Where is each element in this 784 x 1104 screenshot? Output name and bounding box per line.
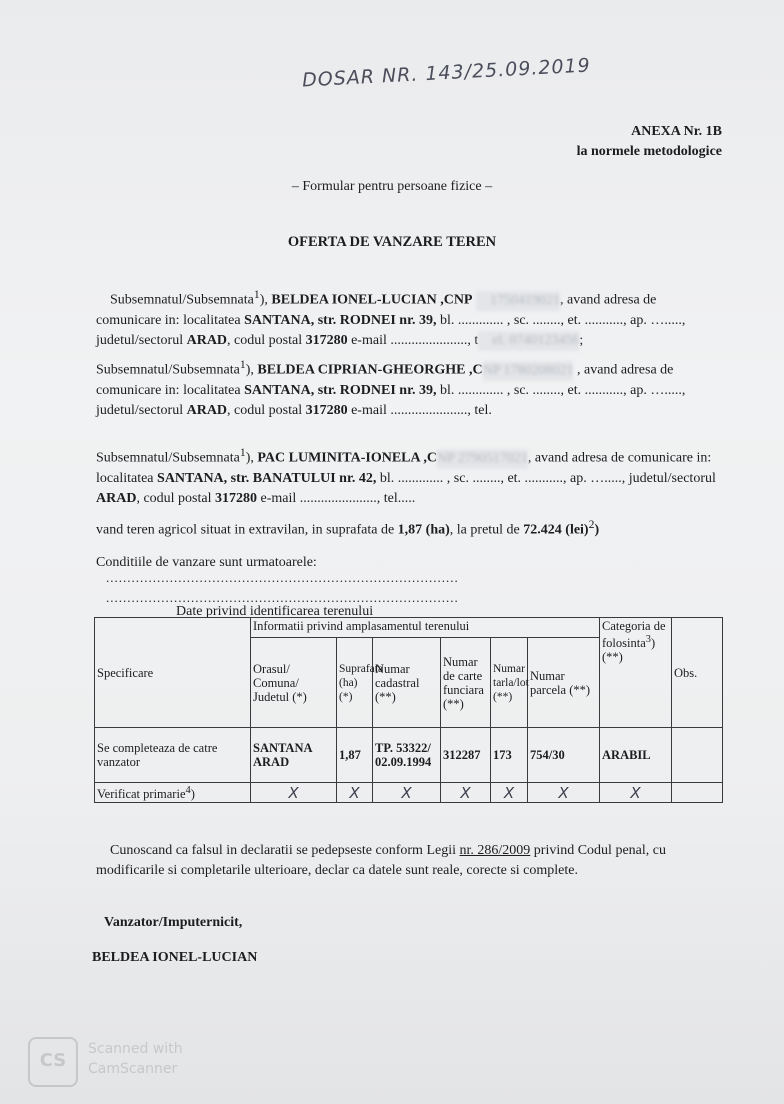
declaration: Cunoscand ca falsul in declaratii se pedepseste conform Legii nr. 286/2009 privind Codul penal, cu modificarile si completarile ulterioare, declar ca datele sunt reale, corecte si complete. — [96, 843, 666, 878]
signature-name: BELDEA IONEL-LUCIAN — [92, 950, 258, 965]
header-obs: Obs. — [672, 618, 723, 728]
sale-statement: vand teren agricol situat in extravilan, in suprafata de 1,87 (ha), la pretul de 72.424 (lei)$^2$) — [96, 518, 600, 538]
law-reference: nr. 286/2009 — [459, 843, 531, 858]
seller-1-name: BELDEA IONEL-LUCIAN ,CNP — [271, 292, 473, 308]
annex-subtitle: la normele metodologice — [576, 144, 722, 159]
conditions-label: Conditiile de vanzare sunt urmatoarele: — [96, 555, 317, 570]
handwritten-file-number: DOSAR NR. 143/25.09.2019 — [301, 54, 592, 92]
seller-2-name: BELDEA CIPRIAN-GHEORGHE ,C — [257, 362, 483, 378]
cell-area: 1,87 — [337, 728, 373, 783]
seller-3-name: PAC LUMINITA-IONELA ,C — [257, 450, 437, 466]
cell-city: SANTANA ARAD — [251, 728, 337, 783]
cell-plot: 173 — [491, 728, 528, 783]
header-cadastral: Numar cadastral (**) — [373, 638, 441, 728]
seller-paragraph-2: Subsemnatul/Subsemnata$^1$), BELDEA CIPRIAN-GHEORGHE ,CNP 1780208021 , avand adresa de comunicare in: localitatea SANTANA, str. RODNEI nr. 39, bl. ............. , sc. ........, et. ..........., ap. …....., judetul/sectorul ARAD, codul postal 317280 e-mail ......................, tel. — [96, 358, 686, 418]
header-specificare: Specificare — [95, 618, 251, 728]
watermark-line-1: Scanned with — [88, 1041, 183, 1057]
seller-paragraph-1: Subsemnatul/Subsemnata$^1$), BELDEA IONEL-LUCIAN ,CNP 1750419021, avand adresa de comunicare in: localitatea SANTANA, str. RODNEI nr. 39, bl. ............. , sc. ........, et. ..........., ap. …....., judetul/sectorul ARAD, codul postal 317280 e-mail ......................, t el. 0740123456; — [96, 285, 724, 351]
camscanner-logo-icon: CS — [28, 1037, 78, 1087]
signature-label: Vanzator/Imputernicit, — [104, 915, 243, 930]
check-mark: X — [600, 783, 672, 803]
check-mark: X — [441, 783, 491, 803]
watermark-line-2: CamScanner — [88, 1061, 178, 1077]
cell-cadastral: TP. 53322/ 02.09.1994 — [373, 728, 441, 783]
header-city: Orasul/ Comuna/ Judetul (*) — [251, 638, 337, 728]
header-land-book: Numar de carte funciara (**) — [441, 638, 491, 728]
empty-cell — [672, 783, 723, 803]
camscanner-watermark — [28, 1037, 218, 1087]
cell-category: ARABIL — [600, 728, 672, 783]
check-mark: X — [528, 783, 600, 803]
check-mark: X — [491, 783, 528, 803]
land-identification-table — [94, 617, 723, 803]
row-seller-label: Se completeaza de catre vanzator — [95, 728, 251, 783]
redacted-cnp-1: 1750419021 — [476, 291, 560, 311]
check-mark: X — [337, 783, 373, 803]
check-mark: X — [373, 783, 441, 803]
annex-number: ANEXA Nr. 1B — [631, 124, 722, 139]
header-plot: Numar tarla/lot (**) — [491, 638, 528, 728]
land-price: 72.424 (lei) — [523, 522, 589, 538]
document-title: OFERTA DE VANZARE TEREN — [287, 234, 497, 250]
conditions-line-1: ................................................................................... — [106, 570, 459, 585]
header-category: Categoria de folosinta$^3$) (**) — [600, 618, 672, 728]
redacted-cnp-2: NP 1780208021 — [483, 361, 574, 381]
redacted-cnp-3: NP 2790517021 — [437, 449, 528, 469]
cell-land-book: 312287 — [441, 728, 491, 783]
table-caption: Date privind identificarea terenului — [176, 604, 374, 619]
header-location-group: Informatii privind amplasamentul terenului — [251, 618, 600, 638]
annex-header — [577, 122, 722, 162]
conditions-line-2: ................................................................................... — [106, 590, 459, 605]
cell-parcel: 754/30 — [528, 728, 600, 783]
redacted-phone-1: el. 0740123456 — [478, 331, 579, 351]
land-area: 1,87 (ha) — [397, 522, 450, 538]
form-type: – Formular pentru persoane fizice – — [291, 179, 493, 194]
header-parcel: Numar parcela (**) — [528, 638, 600, 728]
cell-obs — [672, 728, 723, 783]
row-town-hall-label: Verificat primarie$^4$) — [95, 783, 251, 803]
header-area: Suprafata (ha) (*) — [337, 638, 373, 728]
check-mark: X — [251, 783, 337, 803]
seller-paragraph-3: Subsemnatul/Subsemnata$^1$), PAC LUMINITA-IONELA ,CNP 2790517021, avand adresa de comunicare in: localitatea SANTANA, str. BANATULUI nr. 42, bl. ............. , sc. ........, et. ..........., ap. …....., judetul/sectorul ARAD, codul postal 317280 e-mail ......................, tel..... — [96, 446, 716, 506]
